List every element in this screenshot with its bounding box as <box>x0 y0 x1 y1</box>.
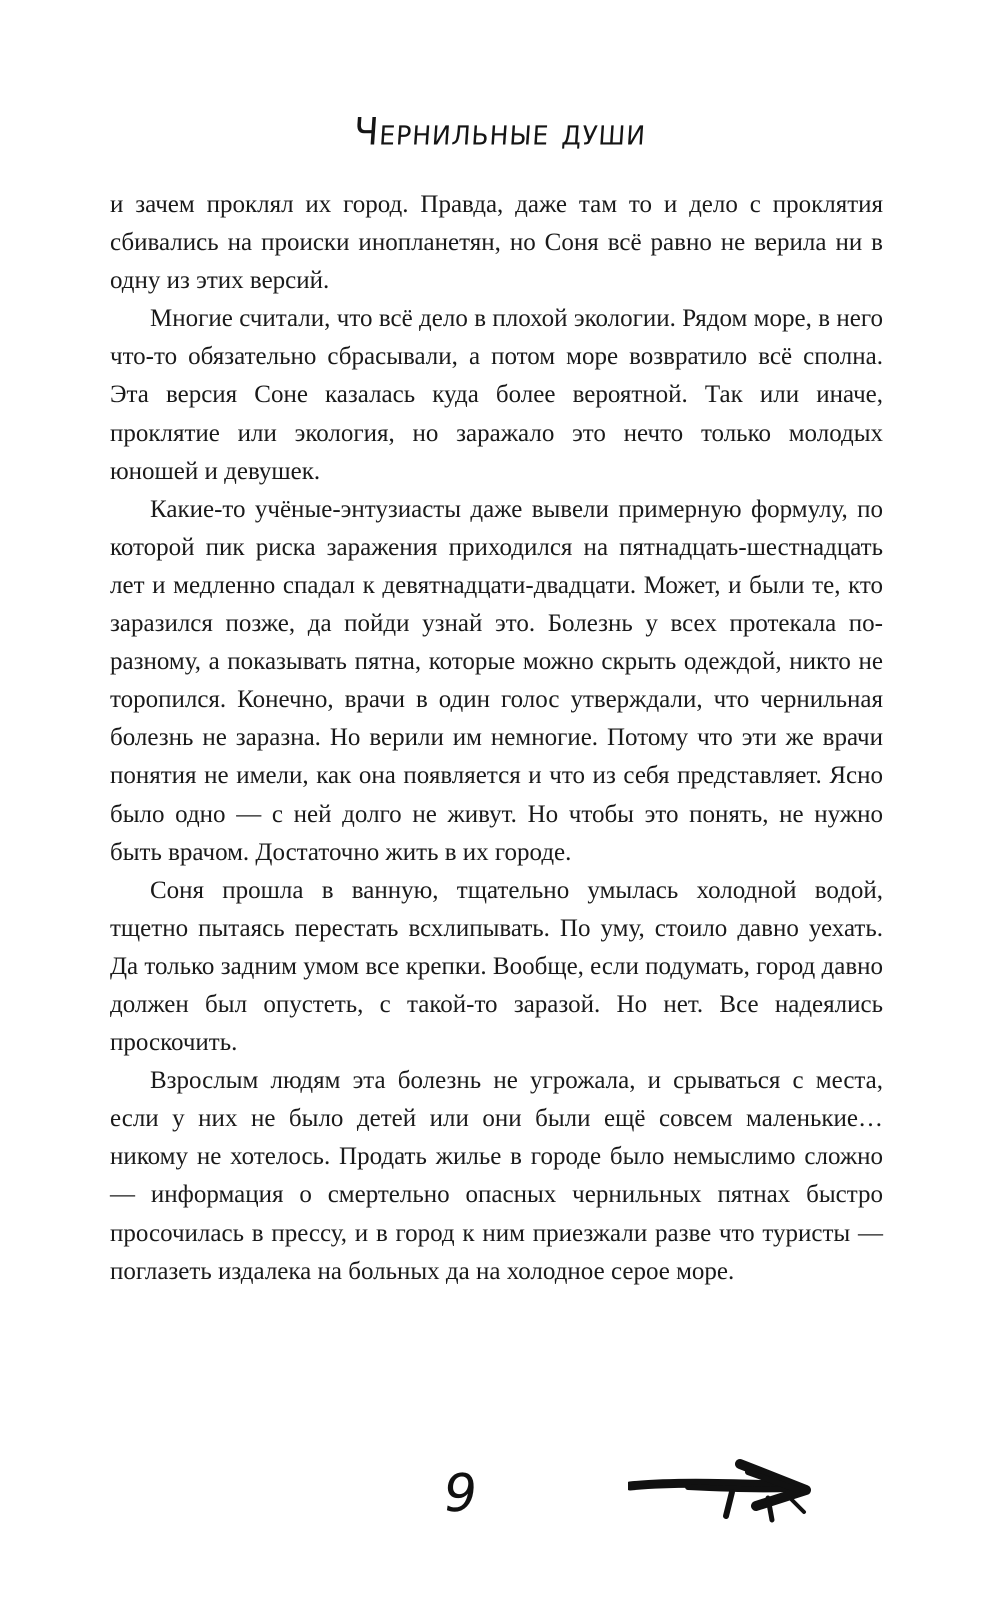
running-title: Чернильные души <box>352 110 648 155</box>
paragraph-2: Многие считали, что всё дело в плохой экологии. Рядом море, в него что-то обязательно сбрасывали, а потом море возвратило всё сполна. Эта версия Соне казалась куда более вероятной. Так или иначе, проклятие или экология, но заражало это нечто только молодых юношей и девушек. <box>110 305 883 485</box>
page-number: 9 <box>439 1464 481 1524</box>
hand-drawn-arrow-icon <box>628 1456 818 1526</box>
paragraph-4: Соня прошла в ванную, тщательно умылась холодной водой, тщетно пытаясь перестать всхлипывать. По уму, стоило давно уехать. Да только задним умом все крепки. Вообще, если подумать, город давно должен был опустеть, с такой-то заразой. Но нет. Все надеялись проскочить. <box>110 876 883 1057</box>
page-body <box>110 186 883 1291</box>
paragraph-1: и зачем проклял их город. Правда, даже там то и дело с проклятия сбивались на происки инопланетян, но Соня всё равно не верила ни в одну из этих версий. <box>110 191 883 295</box>
paragraph-3: Какие-то учёные-энтузиасты даже вывели примерную формулу, по которой пик риска заражения приходился на пятнадцать-шестнадцать лет и медленно спадал к девятнадцати-двадцати. Может, и были те, кто заразился позже, да пойди узнай это. Болезнь у всех протекала по-разному, а показывать пятна, которые можно скрыть одеждой, никто не торопился. Конечно, врачи в один голос утверждали, что чернильная болезнь не заразна. Но верили им немногие. Потому что эти же врачи понятия не имели, как она появляется и что из себя представляет. Ясно было одно — с ней долго не живут. Но чтобы это понять, не нужно быть врачом. Достаточно жить в их городе. <box>110 495 883 866</box>
paragraph-5: Взрослым людям эта болезнь не угрожала, и срываться с места, если у них не было детей или они были ещё совсем маленькие… никому не хотелось. Продать жилье в городе было немыслимо сложно — информация о смертельно опасных чернильных пятнах быстро просочилась в прессу, и в город к ним приезжали разве что туристы — поглазеть издалека на больных да на холодное серое море. <box>110 1067 883 1285</box>
